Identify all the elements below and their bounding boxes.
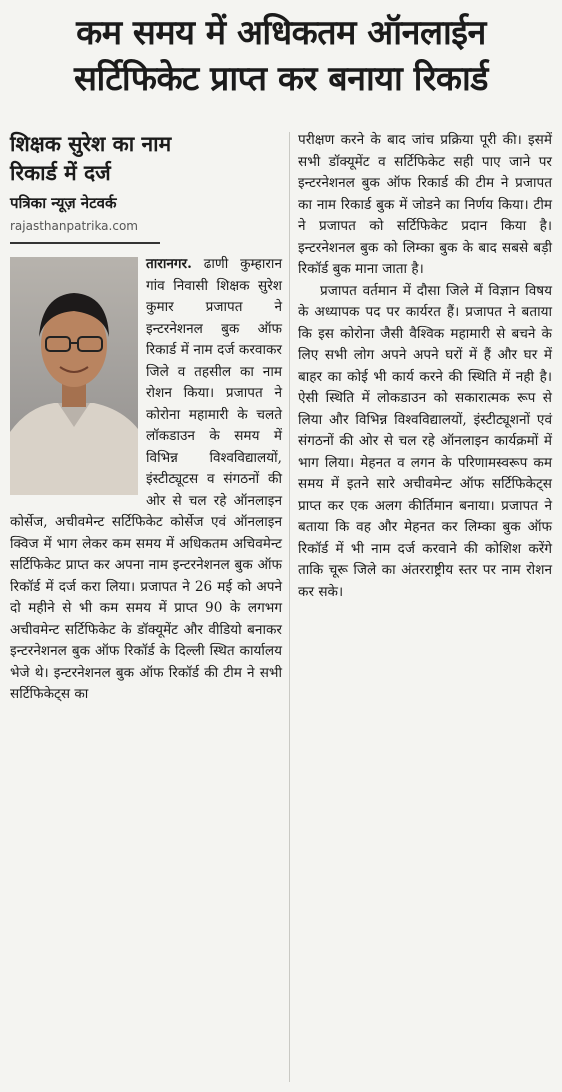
article-paragraph-2: प्रजापत वर्तमान में दौसा जिले में विज्ञान विषय के अध्यापक पद पर कार्यरत हैं। प्रजापत ने बताया कि इस कोरोना जैसी वैश्विक महामारी से बचने के लिए सभी लोग अपने अपने घरों में हैं और घर में बाहर का कोई भी कार्य करने की स्थिति में नही है। ऐसी स्थिति में लोकडाउन को सकारात्मक रूप से लिया और विभिन्न विश्वविद्यालयों, इंस्टीट्यूशनों एवं संगठनों की ओर से चल रहे ऑनलाइन कार्यक्रमों में भाग लिया। मेहनत व लगन के परिणामस्वरूप कम समय में इतने सारे अचीवमेन्ट ऑफ सर्टिफिकेट्स प्राप्त कर एक अलग कीर्तिमान बनाया। प्रजापत ने बताया कि वह और मेहनत कर लिम्का बुक ऑफ रिकॉर्ड में भी नाम दर्ज करवाने की कोशिश करेंगे ताकि चूरू जिले का अंतरराष्ट्रीय स्तर पर नाम रोशन कर सके। — [298, 282, 552, 600]
subheadline-line-2: रिकार्ड में दर्ज — [10, 161, 111, 185]
byline: पत्रिका न्यूज़ नेटवर्क — [10, 194, 117, 212]
headline — [6, 10, 556, 102]
left-column — [10, 130, 282, 706]
headline-line-2: सर्टिफिकेट प्राप्त कर बनाया रिकार्ड — [74, 59, 488, 99]
source-site: rajasthanpatrika.com — [10, 219, 138, 233]
right-column — [298, 130, 552, 603]
article-paragraph-1: परीक्षण करने के बाद जांच प्रक्रिया पूरी की। इसमें सभी डॉक्यूमेंट व सर्टिफिकेट सही पाए जाने पर इन्टरनेशनल बुक ऑफ रिकार्ड की टीम ने प्रजापत का नाम रिकार्ड बुक में जोडने का निर्णय किया। टीम ने प्रजापत को सर्टिफिकेट प्रदान किया है। इन्टरनेशनल बुक को लिम्का बुक के बाद सबसे बड़ी रिकॉर्ड बुक माना जाता है। — [298, 132, 552, 277]
article-lead-text — [192, 256, 204, 272]
portrait-photo-icon — [10, 257, 138, 495]
dateline: तारानगर. — [146, 256, 192, 272]
portrait-photo — [10, 257, 138, 495]
headline-line-1: कम समय में अधिकतम ऑनलाईन — [76, 13, 486, 53]
article-lead-body: ढाणी कुम्हारान गांव निवासी शिक्षक सुरेश कुमार प्रजापत ने इन्टरनेशनल बुक ऑफ रिकार्ड में नाम दर्ज करवाकर जिले व तहसील का नाम रोशन किया। प्रजापत ने कोरोना महामारी के चलते लॉकडाउन के समय में विभिन्न विश्वविद्यालयों, इंस्टीट्यूटस व संगठनों की ओर से चल रहे ऑनलाइन कोर्सेज, अचीवमेन्ट सर्टिफिकेट कोर्सेज एवं ऑनलाइन क्विज में भाग लेकर कम समय में अधिकतम अचिवमेन्ट सर्टिफिकेट प्राप्त कर अपना नाम इन्टरनेशनल बुक ऑफ रिकॉर्ड में दर्ज करा लिया। प्रजापत ने 26 मई को अपने दो महीने से भी कम समय में प्राप्त 90 के लगभग अचीवमेन्ट सर्टिफिकेट के डॉक्यूमेंट और वीडियो बनाकर इन्टरनेशनल बुक ऑफ रिकॉर्ड के दिल्ली स्थित कार्यालय भेजे थे। इन्टरनेशनल बुक ऑफ रिकॉर्ड की टीम ने सभी सर्टिफिकेट्स का — [10, 256, 282, 702]
article-lead — [10, 254, 282, 706]
separator-rule — [10, 242, 160, 244]
column-divider — [289, 132, 290, 1082]
subheadline-line-1: शिक्षक सुरेश का नाम — [10, 132, 172, 156]
